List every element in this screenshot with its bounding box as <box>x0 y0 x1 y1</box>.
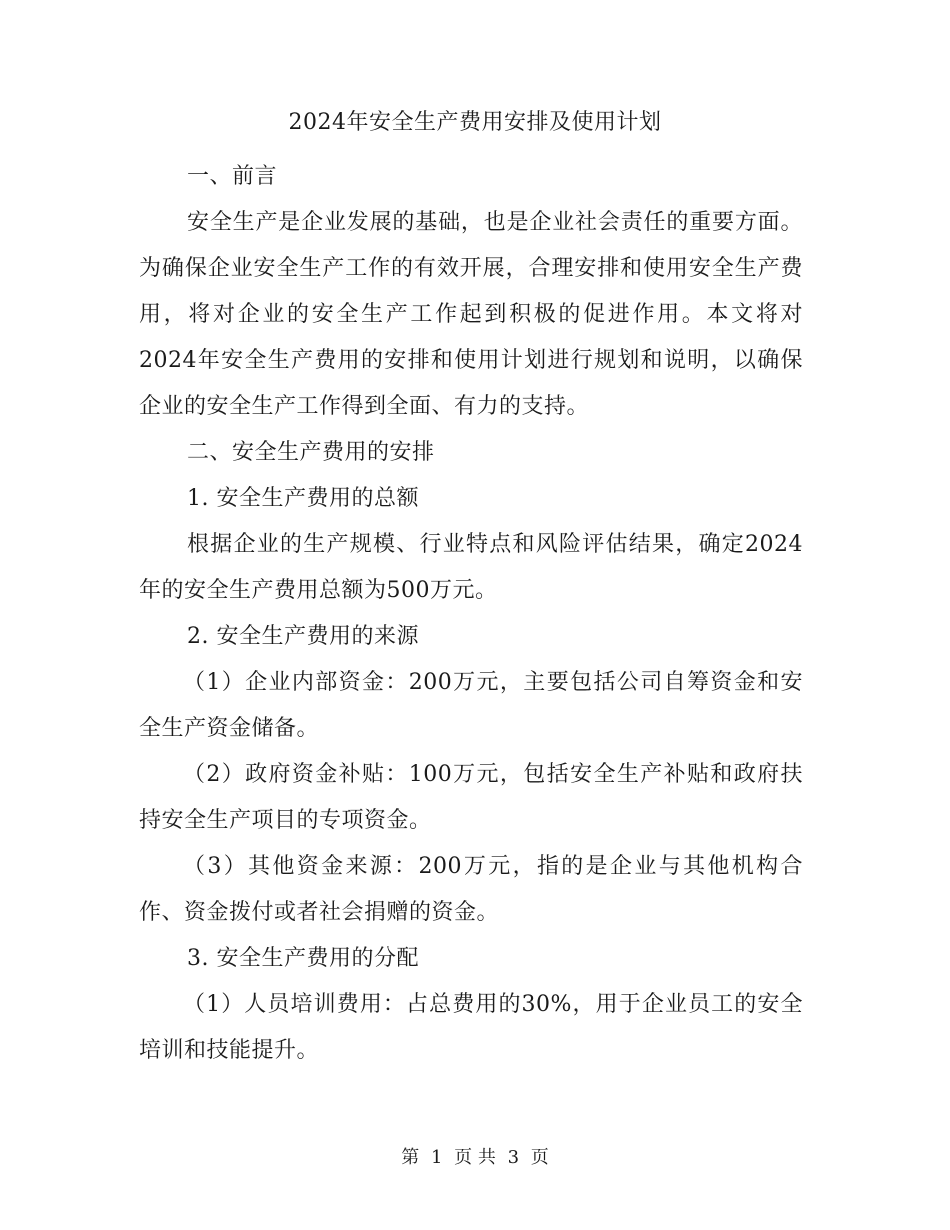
footer-prefix: 第 <box>401 1147 420 1168</box>
document-body <box>139 154 803 1074</box>
footer-suffix: 页 <box>530 1147 549 1168</box>
source-item-government: （2）政府资金补贴：100万元，包括安全生产补贴和政府扶持安全生产项目的专项资金。 <box>139 762 803 833</box>
footer-total-pages: 3 <box>507 1147 520 1168</box>
footer-middle: 页 共 <box>454 1147 496 1168</box>
section-heading-preface: 一、前言 <box>187 164 278 189</box>
subheading-sources: 2. 安全生产费用的来源 <box>187 624 419 649</box>
section-heading-arrangement: 二、安全生产费用的安排 <box>187 440 435 465</box>
total-paragraph: 根据企业的生产规模、行业特点和风险评估结果，确定2024年的安全生产费用总额为500万元。 <box>139 532 803 603</box>
source-item-other: （3）其他资金来源：200万元，指的是企业与其他机构合作、资金拨付或者社会捐赠的资金。 <box>139 854 803 925</box>
source-item-internal: （1）企业内部资金：200万元，主要包括公司自筹资金和安全生产资金储备。 <box>139 670 803 741</box>
footer-page-number: 1 <box>430 1147 443 1168</box>
allocation-item-training: （1）人员培训费用：占总费用的30%，用于企业员工的安全培训和技能提升。 <box>139 992 803 1063</box>
subheading-allocation: 3. 安全生产费用的分配 <box>187 946 419 971</box>
document-title: 2024年安全生产费用安排及使用计划 <box>288 110 662 135</box>
subheading-total: 1. 安全生产费用的总额 <box>187 486 419 511</box>
page-footer <box>0 1146 950 1170</box>
preface-paragraph: 安全生产是企业发展的基础，也是企业社会责任的重要方面。为确保企业安全生产工作的有效开展，合理安排和使用安全生产费用，将对企业的安全生产工作起到积极的促进作用。本文将对2024年安全生产费用的安排和使用计划进行规划和说明，以确保企业的安全生产工作得到全面、有力的支持。 <box>139 210 803 419</box>
